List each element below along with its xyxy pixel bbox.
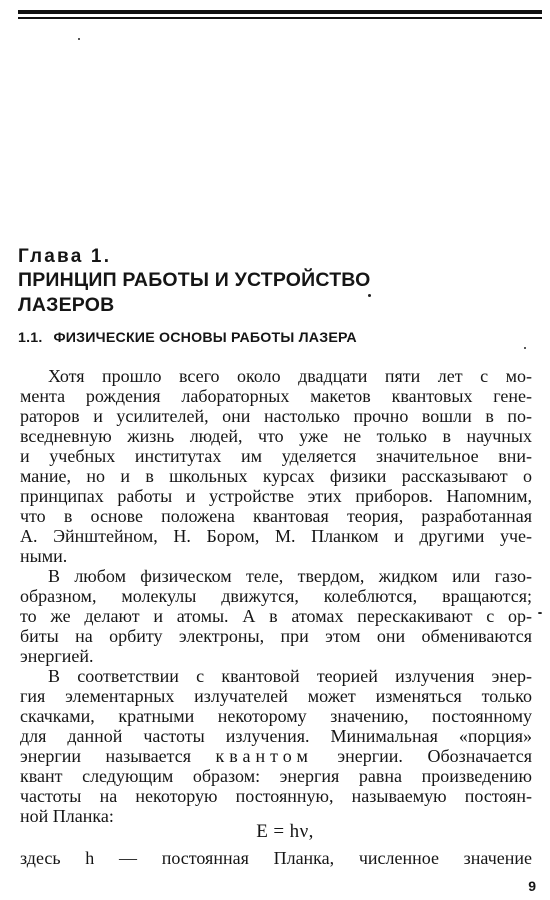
text-line: гия элементарных излучателей может изменяться только bbox=[20, 686, 532, 706]
section-title: ФИЗИЧЕСКИЕ ОСНОВЫ РАБОТЫ ЛАЗЕРА bbox=[53, 330, 357, 346]
text-line: В соответствии с квантовой теорией излучения энер- bbox=[48, 666, 532, 686]
page-number: 9 bbox=[528, 878, 536, 894]
top-rule-thin bbox=[18, 17, 542, 19]
text-fragment: энергии называется bbox=[20, 746, 191, 766]
scan-speck bbox=[78, 38, 80, 40]
text-line: ными. bbox=[20, 546, 68, 566]
text-line: частоты на некоторую постоянную, называемую постоян- bbox=[20, 786, 532, 806]
text-line: образном, молекулы движутся, колеблются, вращаются; bbox=[20, 586, 532, 606]
chapter-title bbox=[18, 268, 370, 318]
text-line: принципах работы и устройстве этих приборов. Напомним, bbox=[20, 486, 532, 506]
text-line: что в основе положена квантовая теория, разработанная bbox=[20, 506, 532, 526]
text-line: квант следующим образом: энергия равна произведению bbox=[20, 766, 532, 786]
text-line: энергией. bbox=[20, 646, 94, 666]
text-line: мента рождения лабораторных макетов квантовых гене- bbox=[20, 386, 532, 406]
text-line: В любом физическом теле, твердом, жидком или газо- bbox=[48, 566, 532, 586]
text-line: для данной частоты излучения. Минимальная «порция» bbox=[20, 726, 532, 746]
text-line: вседневную жизнь людей, что уже не только в научных bbox=[20, 426, 532, 446]
formula: E = hν, bbox=[256, 821, 314, 842]
scan-speck bbox=[368, 294, 371, 297]
text-fragment: энергии. Обозначается bbox=[337, 746, 533, 766]
text-line: биты на орбиту электроны, при этом они обмениваются bbox=[20, 626, 532, 646]
chapter-label: Глава 1. bbox=[18, 246, 112, 267]
text-line: и учебных институтах им уделяется значительное вни- bbox=[20, 446, 532, 466]
text-line: здесь h — постоянная Планка, численное значение bbox=[20, 848, 532, 868]
section-heading bbox=[18, 330, 357, 346]
text-line: ной Планка: bbox=[20, 806, 114, 826]
text-line: А. Эйнштейном, Н. Бором, М. Планком и другими уче- bbox=[20, 526, 532, 546]
chapter-title-line: ПРИНЦИП РАБОТЫ И УСТРОЙСТВО bbox=[18, 269, 371, 291]
section-number: 1.1. bbox=[18, 330, 43, 346]
text-line: то же делают и атомы. А в атомах перескакивают с ор- bbox=[20, 606, 532, 626]
text-line bbox=[20, 746, 532, 766]
text-line: скачками, кратными некоторому значению, постоянному bbox=[20, 706, 532, 726]
scan-speck bbox=[524, 347, 526, 349]
chapter-title-line: ЛАЗЕРОВ bbox=[18, 294, 115, 316]
text-line: Хотя прошло всего около двадцати пяти лет с мо- bbox=[48, 366, 532, 386]
emphasized-term: квантом bbox=[215, 746, 313, 766]
text-line: мание, но и в школьных курсах физики рассказывают о bbox=[20, 466, 532, 486]
scan-speck bbox=[538, 612, 542, 614]
text-line: раторов и усилителей, они настолько прочно вошли в по- bbox=[20, 406, 532, 426]
top-rule-thick bbox=[18, 10, 542, 14]
